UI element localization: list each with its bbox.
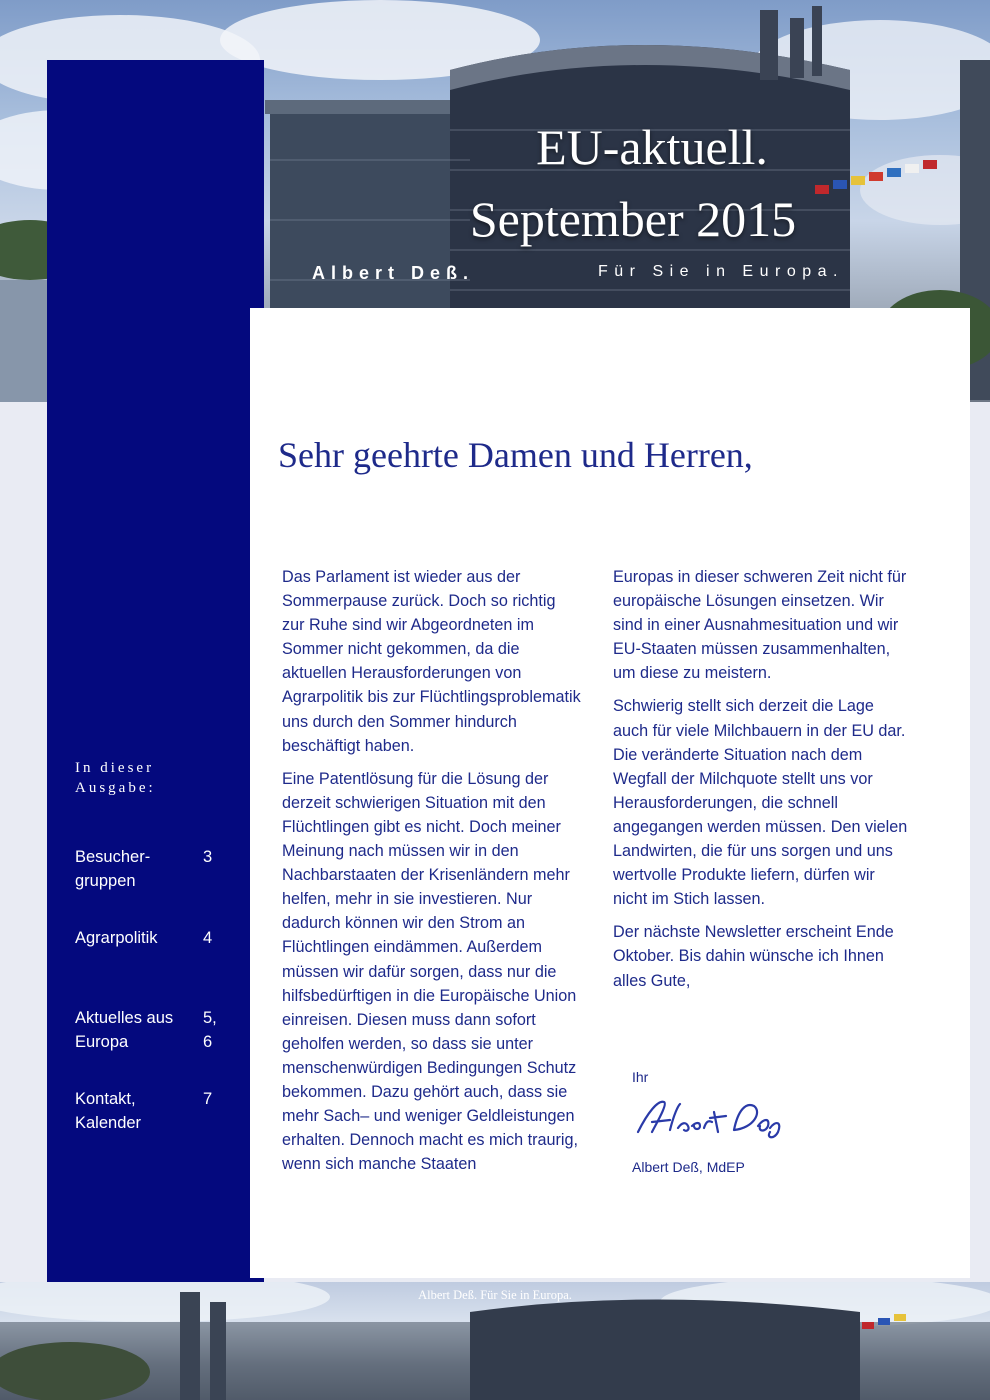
tagline: Für Sie in Europa.	[598, 263, 844, 280]
article-column-1	[282, 565, 582, 1185]
newsletter-title: EU-aktuell.	[536, 119, 768, 175]
closing-salutation: Ihr	[632, 1069, 649, 1085]
paragraph: Das Parlament ist wieder aus der Sommerpause zurück. Doch so richtig zur Ruhe sind wir Abgeordneten im Sommer nicht gekommen, da die aktuellen Herausforderungen von Agrarpolitik bis zur Flüchtlingsproblematik uns durch den Sommer hindurch beschäftigt haben.	[282, 568, 581, 755]
toc-item-label: Besucher-gruppen	[75, 848, 151, 890]
toc-item-page: 7	[203, 1090, 213, 1108]
paragraph: Schwierig stellt sich derzeit die Lage auch für viele Milchbauern in der EU dar. Die veränderte Situation nach dem Wegfall der Milchquote stellt uns vor Herausforderungen, die schnell angegangen werden müssen. Den vielen Landwirten, die für uns sorgen und uns wertvolle Produkte liefern, dürfen wir nicht im Stich lassen.	[613, 697, 908, 909]
toc-item-page: 5, 6	[203, 1009, 217, 1051]
toc-item-label: Kontakt, Kalender	[75, 1090, 142, 1132]
toc-item-page: 3	[203, 848, 213, 866]
newsletter-date: September 2015	[469, 191, 797, 247]
article-column-2	[613, 565, 913, 1002]
paragraph: Eine Patentlösung für die Lösung der derzeit schwierigen Situation mit den Flüchtlingen gibt es nicht. Doch meiner Meinung nach müssen wir in den Nachbarstaaten der Krisenländern mehr helfen, mehr in sie investieren. Nur dadurch können wir den Strom an Flüchtlingen eindämmen. Außerdem müssen wir dafür sorgen, dass nur die hilfsbedürftigen in die Europäische Union einreisen. Diesen muss dann sofort geholfen werden, so dass sie unter menschenwürdigen Bedingungen Schutz bekommen. Dazu gehört auch, dass sie mehr Sach– und weniger Geldleistungen erhalten. Dennoch macht es mich traurig, wenn sich manche Staaten	[282, 769, 579, 1174]
closing-name: Albert Deß, MdEP	[632, 1159, 745, 1175]
signature-image	[630, 1092, 790, 1142]
footer-text: Albert Deß. Für Sie in Europa.	[418, 1288, 572, 1302]
toc-item-label: Agrarpolitik	[75, 929, 158, 947]
greeting: Sehr geehrte Damen und Herren,	[278, 435, 753, 475]
toc-item-label: Aktuelles aus Europa	[75, 1009, 174, 1051]
paragraph: Der nächste Newsletter erscheint Ende Oktober. Bis dahin wünsche ich Ihnen alles Gute,	[613, 923, 894, 990]
author-name: Albert Deß.	[312, 263, 475, 283]
toc-heading: In dieser Ausgabe:	[75, 760, 156, 796]
paragraph: Europas in dieser schweren Zeit nicht für europäische Lösungen einsetzen. Wir sind in einer Ausnahmesituation und wir EU-Staaten müssen zusammenhalten, um diese zu meistern.	[613, 568, 907, 683]
toc-item-page: 4	[203, 929, 213, 947]
